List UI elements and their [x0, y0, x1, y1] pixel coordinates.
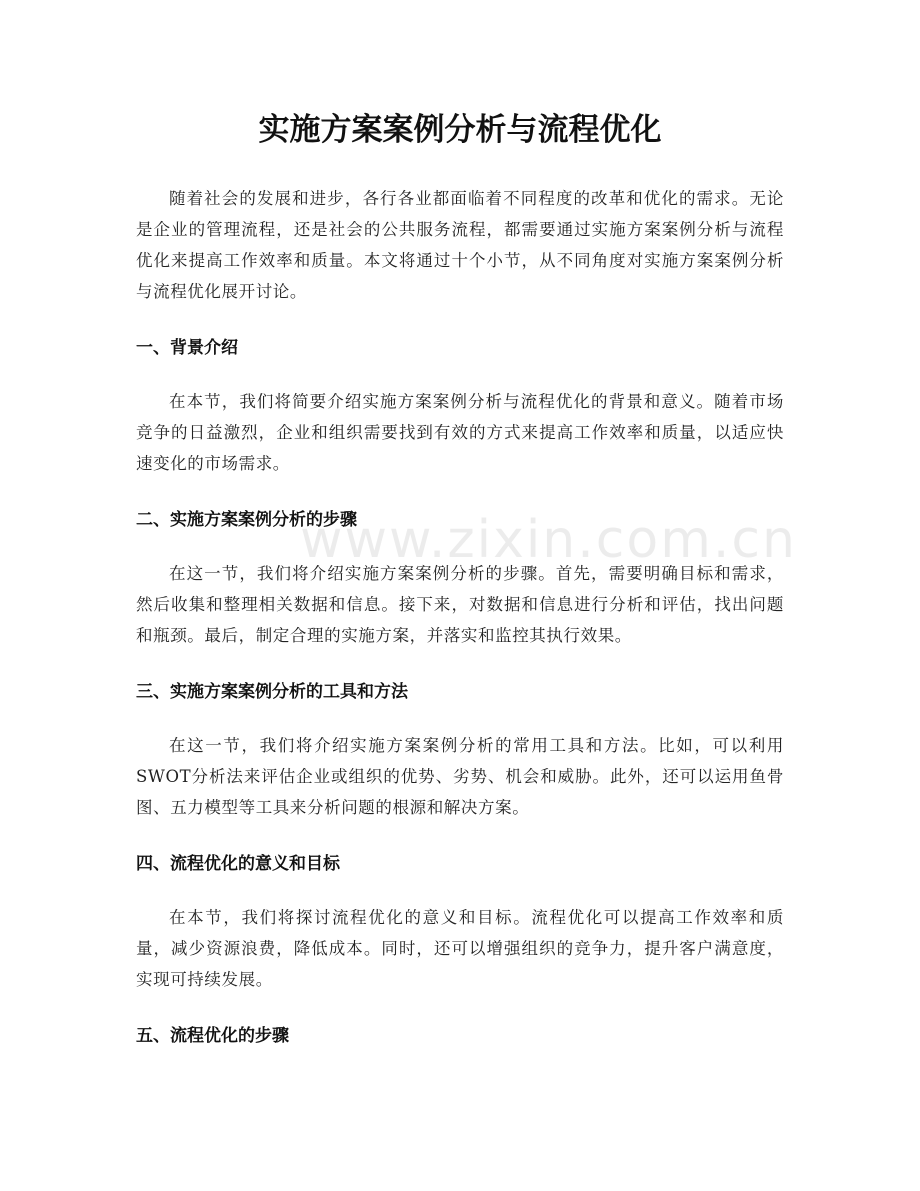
document-body: [136, 183, 797, 1052]
section-body-2: 在这一节，我们将介绍实施方案案例分析的步骤。首先，需要明确目标和需求，然后收集和整理相关数据和信息。接下来，对数据和信息进行分析和评估，找出问题和瓶颈。最后，制定合理的实施方案，并落实和监控其执行效果。: [136, 564, 784, 645]
section-heading-1: 一、背景介绍: [136, 338, 238, 358]
section-body-4: 在本节，我们将探讨流程优化的意义和目标。流程优化可以提高工作效率和质量，减少资源浪费，降低成本。同时，还可以增强组织的竞争力，提升客户满意度，实现可持续发展。: [136, 908, 784, 989]
section-heading-5: 五、流程优化的步骤: [136, 1026, 289, 1046]
section-body-1: 在本节，我们将简要介绍实施方案案例分析与流程优化的背景和意义。随着市场竞争的日益激烈，企业和组织需要找到有效的方式来提高工作效率和质量，以适应快速变化的市场需求。: [136, 392, 784, 473]
section-heading-2: 二、实施方案案例分析的步骤: [136, 510, 357, 530]
section-heading-4: 四、流程优化的意义和目标: [136, 854, 340, 874]
section-body-3: 在这一节，我们将介绍实施方案案例分析的常用工具和方法。比如，可以利用SWOT分析法来评估企业或组织的优势、劣势、机会和威胁。此外，还可以运用鱼骨图、五力模型等工具来分析问题的根源和解决方案。: [136, 736, 784, 817]
section-heading-3: 三、实施方案案例分析的工具和方法: [136, 682, 408, 702]
document-title: 实施方案案例分析与流程优化: [258, 112, 662, 148]
intro-paragraph: 随着社会的发展和进步，各行各业都面临着不同程度的改革和优化的需求。无论是企业的管理流程，还是社会的公共服务流程，都需要通过实施方案案例分析与流程优化来提高工作效率和质量。本文将通过十个小节，从不同角度对实施方案案例分析与流程优化展开讨论。: [136, 189, 784, 301]
watermark: www.zixin.com.cn: [300, 510, 797, 570]
